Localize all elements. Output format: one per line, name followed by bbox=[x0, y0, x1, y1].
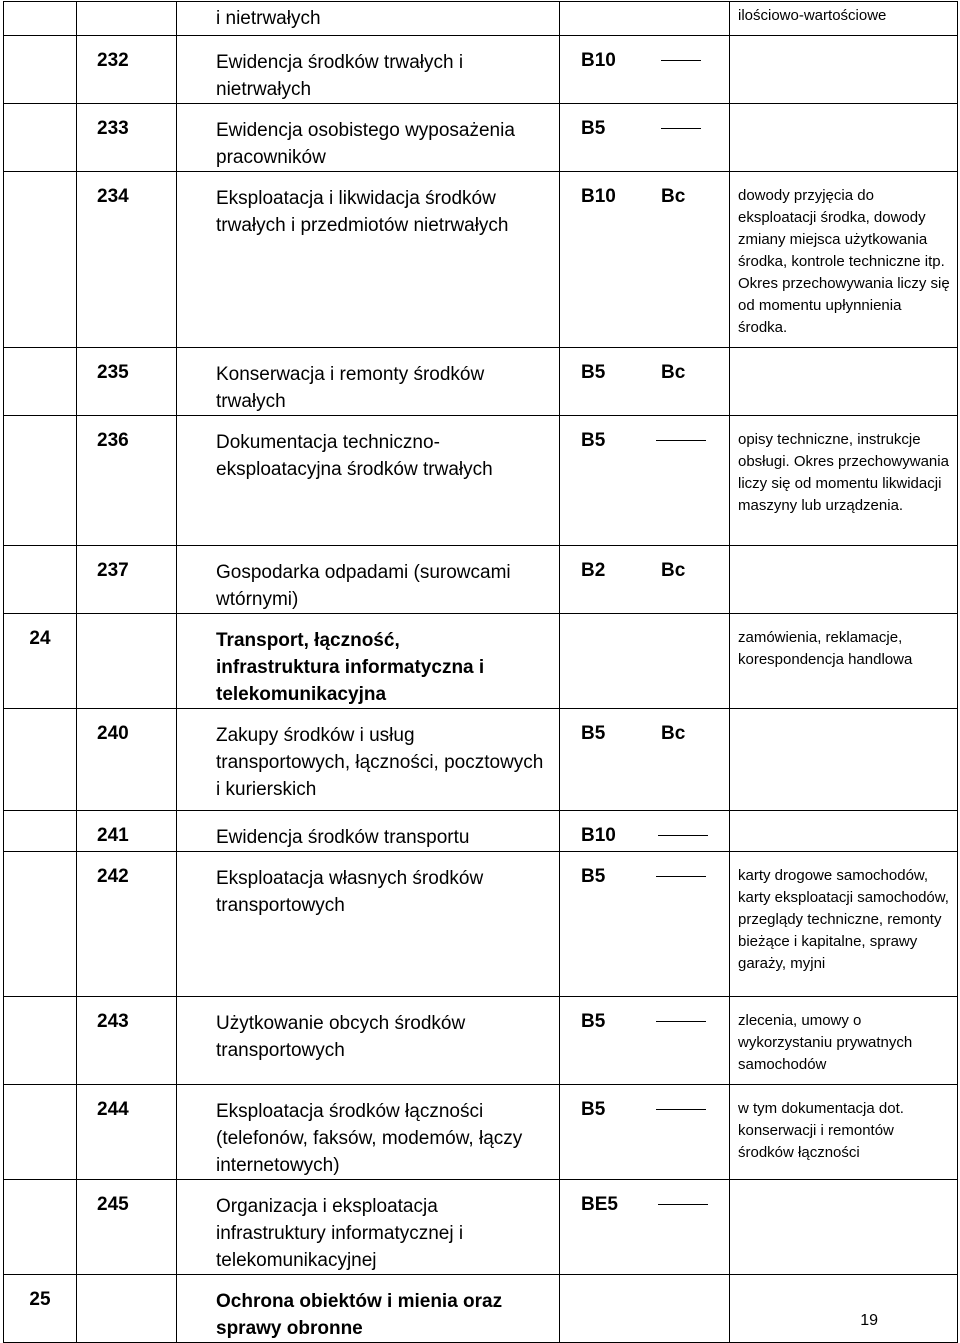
category-cell bbox=[560, 172, 730, 348]
dash-line bbox=[656, 440, 706, 441]
class-code-cell: 245 bbox=[77, 1180, 177, 1275]
title-text: Konserwacja i remonty środków trwałych bbox=[216, 364, 485, 412]
secondary-category-symbol: Bc bbox=[661, 560, 686, 581]
group-code-cell bbox=[4, 811, 77, 852]
category-symbol: B10 bbox=[581, 825, 616, 846]
category-symbol: B5 bbox=[581, 1099, 606, 1120]
category-symbol: BE5 bbox=[581, 1194, 618, 1215]
category-cell bbox=[560, 811, 730, 852]
group-code-cell: 25 bbox=[4, 1275, 77, 1343]
category-symbol: B5 bbox=[581, 1011, 606, 1032]
group-code-cell bbox=[4, 852, 77, 997]
category-cell bbox=[560, 2, 730, 36]
table-row bbox=[4, 172, 958, 348]
notes-cell bbox=[730, 811, 958, 852]
title-cell bbox=[177, 104, 560, 172]
title-text: Ochrona obiektów i mienia oraz sprawy obronne bbox=[216, 1291, 503, 1339]
class-code-cell: 240 bbox=[77, 709, 177, 811]
group-code-cell bbox=[4, 997, 77, 1085]
table-row bbox=[4, 709, 958, 811]
title-text: Dokumentacja techniczno-eksploatacyjna środków trwałych bbox=[216, 432, 493, 480]
notes-cell bbox=[730, 546, 958, 614]
table-row bbox=[4, 546, 958, 614]
title-text: Ewidencja osobistego wyposażenia pracowników bbox=[216, 120, 515, 168]
class-code-cell bbox=[77, 2, 177, 36]
group-code-cell bbox=[4, 1180, 77, 1275]
notes-cell bbox=[730, 104, 958, 172]
category-symbol: B5 bbox=[581, 118, 606, 139]
class-code-cell: 237 bbox=[77, 546, 177, 614]
title-text: Eksploatacja środków łączności (telefonów, faksów, modemów, łączy internetowych) bbox=[216, 1101, 523, 1176]
notes-cell bbox=[730, 348, 958, 416]
title-cell bbox=[177, 416, 560, 546]
title-text: Eksploatacja i likwidacja środków trwałych i przedmiotów nietrwałych bbox=[216, 188, 509, 236]
title-text: Ewidencja środków trwałych i nietrwałych bbox=[216, 52, 464, 100]
category-symbol: B5 bbox=[581, 723, 606, 744]
group-code-cell bbox=[4, 36, 77, 104]
category-cell bbox=[560, 852, 730, 997]
category-symbol: B5 bbox=[581, 362, 606, 383]
title-text: Ewidencja środków transportu bbox=[216, 827, 470, 848]
dash-line bbox=[656, 876, 706, 877]
table-row bbox=[4, 36, 958, 104]
table-row bbox=[4, 104, 958, 172]
class-code-cell bbox=[77, 1275, 177, 1343]
table-row bbox=[4, 811, 958, 852]
notes-cell: zamówienia, reklamacje, korespondencja handlowa bbox=[730, 614, 958, 709]
title-cell bbox=[177, 2, 560, 36]
class-code-cell: 232 bbox=[77, 36, 177, 104]
page-number: 19 bbox=[860, 1312, 878, 1329]
class-code-cell: 244 bbox=[77, 1085, 177, 1180]
class-code-cell: 234 bbox=[77, 172, 177, 348]
title-text: Zakupy środków i usług transportowych, łączności, pocztowych i kurierskich bbox=[216, 725, 544, 800]
title-text: Eksploatacja własnych środków transportowych bbox=[216, 868, 484, 916]
title-text: Gospodarka odpadami (surowcami wtórnymi) bbox=[216, 562, 511, 610]
category-cell bbox=[560, 997, 730, 1085]
dash-line bbox=[656, 1021, 706, 1022]
title-cell bbox=[177, 348, 560, 416]
category-symbol: B2 bbox=[581, 560, 606, 581]
notes-cell: w tym dokumentacja dot. konserwacji i remontów środków łączności bbox=[730, 1085, 958, 1180]
class-code-cell: 236 bbox=[77, 416, 177, 546]
table-body bbox=[4, 2, 958, 1343]
group-code-cell bbox=[4, 2, 77, 36]
notes-cell: dowody przyjęcia do eksploatacji środka, dowody zmiany miejsca użytkowania środka, kontrole techniczne itp. Okres przechowywania liczy się od momentu upłynnienia środka. bbox=[730, 172, 958, 348]
dash-line bbox=[661, 60, 701, 61]
table-row bbox=[4, 348, 958, 416]
title-cell bbox=[177, 852, 560, 997]
dash-line bbox=[658, 835, 708, 836]
document-table bbox=[3, 1, 958, 1343]
title-cell bbox=[177, 1180, 560, 1275]
category-cell bbox=[560, 416, 730, 546]
table-row bbox=[4, 1180, 958, 1275]
class-code-cell bbox=[77, 614, 177, 709]
title-text: Użytkowanie obcych środków transportowych bbox=[216, 1013, 466, 1061]
category-cell bbox=[560, 614, 730, 709]
table-row bbox=[4, 1275, 958, 1343]
group-code-cell bbox=[4, 416, 77, 546]
group-code-cell bbox=[4, 709, 77, 811]
class-code-cell: 243 bbox=[77, 997, 177, 1085]
notes-cell: opisy techniczne, instrukcje obsługi. Okres przechowywania liczy się od momentu likwidacji maszyny lub urządzenia. bbox=[730, 416, 958, 546]
secondary-category-symbol: Bc bbox=[661, 186, 686, 207]
title-cell bbox=[177, 811, 560, 852]
category-cell bbox=[560, 1085, 730, 1180]
notes-cell: karty drogowe samochodów, karty eksploatacji samochodów, przeglądy techniczne, remonty bieżące i kapitalne, sprawy garaży, myjni bbox=[730, 852, 958, 997]
group-code-cell bbox=[4, 172, 77, 348]
table-row bbox=[4, 614, 958, 709]
category-cell bbox=[560, 1180, 730, 1275]
class-code-cell: 233 bbox=[77, 104, 177, 172]
group-code-cell bbox=[4, 1085, 77, 1180]
dash-line bbox=[661, 128, 701, 129]
title-cell bbox=[177, 997, 560, 1085]
title-cell bbox=[177, 1275, 560, 1343]
table-row bbox=[4, 997, 958, 1085]
title-cell bbox=[177, 172, 560, 348]
notes-cell: ilościowo-wartościowe bbox=[730, 2, 958, 36]
table-row bbox=[4, 1085, 958, 1180]
title-cell bbox=[177, 546, 560, 614]
class-code-cell: 242 bbox=[77, 852, 177, 997]
group-code-cell bbox=[4, 348, 77, 416]
notes-cell bbox=[730, 1275, 958, 1343]
dash-line bbox=[656, 1109, 706, 1110]
category-symbol: B10 bbox=[581, 186, 616, 207]
secondary-category-symbol: Bc bbox=[661, 362, 686, 383]
title-cell bbox=[177, 36, 560, 104]
table-row bbox=[4, 2, 958, 36]
notes-cell bbox=[730, 36, 958, 104]
category-symbol: B5 bbox=[581, 866, 606, 887]
dash-line bbox=[658, 1204, 708, 1205]
table-row bbox=[4, 852, 958, 997]
category-cell bbox=[560, 104, 730, 172]
category-cell bbox=[560, 1275, 730, 1343]
class-code-cell: 235 bbox=[77, 348, 177, 416]
group-code-cell bbox=[4, 546, 77, 614]
title-text: Transport, łączność, infrastruktura informatyczna i telekomunikacyjna bbox=[216, 630, 485, 705]
category-cell bbox=[560, 348, 730, 416]
category-symbol: B5 bbox=[581, 430, 606, 451]
notes-cell bbox=[730, 1180, 958, 1275]
category-cell bbox=[560, 36, 730, 104]
title-cell bbox=[177, 709, 560, 811]
class-code-cell: 241 bbox=[77, 811, 177, 852]
title-cell bbox=[177, 614, 560, 709]
secondary-category-symbol: Bc bbox=[661, 723, 686, 744]
group-code-cell: 24 bbox=[4, 614, 77, 709]
category-cell bbox=[560, 709, 730, 811]
notes-cell bbox=[730, 709, 958, 811]
title-text: i nietrwałych bbox=[216, 8, 321, 29]
title-cell bbox=[177, 1085, 560, 1180]
category-symbol: B10 bbox=[581, 50, 616, 71]
notes-cell: zlecenia, umowy o wykorzystaniu prywatnych samochodów bbox=[730, 997, 958, 1085]
table-row bbox=[4, 416, 958, 546]
group-code-cell bbox=[4, 104, 77, 172]
category-cell bbox=[560, 546, 730, 614]
title-text: Organizacja i eksploatacja infrastruktury informatycznej i telekomunikacyjnej bbox=[216, 1196, 464, 1271]
